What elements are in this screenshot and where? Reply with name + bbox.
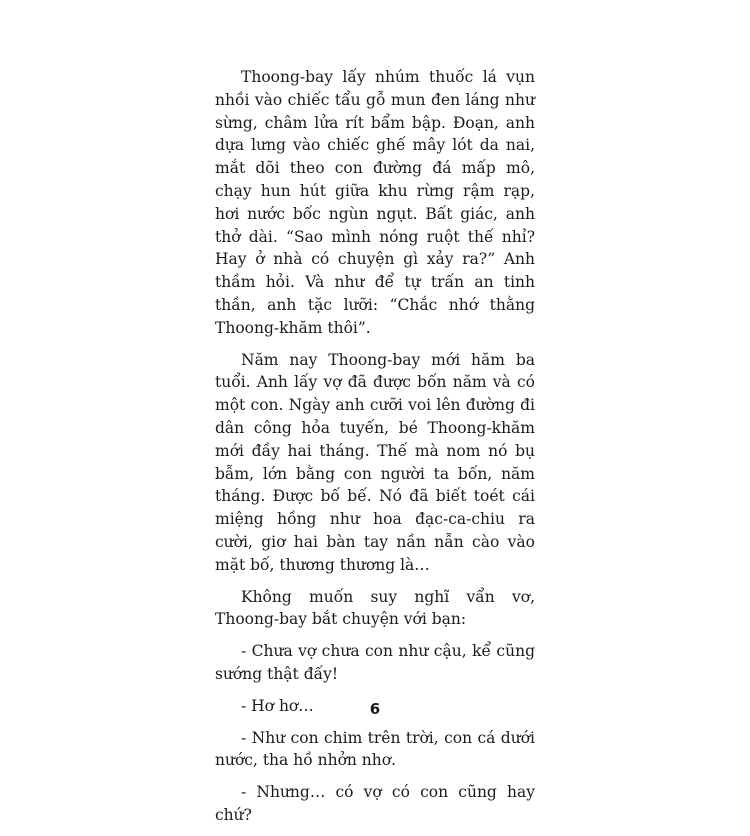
- paragraph-1: Thoong-bay lấy nhúm thuốc lá vụn nhồi vào chiếc tẩu gỗ mun đen láng như sừng, châm lửa rít bẩm bập. Đoạn, anh dựa lưng vào chiếc ghế mây lót da nai, mắt dõi theo con đường đá mấp mô, chạy hun hút giữa khu rừng rậm rạp, hơi nước bốc ngùn ngụt. Bất giác, anh thở dài. “Sao mình nóng ruột thế nhỉ? Hay ở nhà có chuyện gì xảy ra?” Anh thầm hỏi. Và như để tự trấn an tinh thần, anh tặc lưỡi: “Chắc nhớ thằng Thoong-khăm thôi”.: [215, 68, 535, 337]
- dialogue-line-3: - Như con chim trên trời, con cá dưới nước, tha hồ nhởn nhơ.: [215, 728, 535, 770]
- page-number: 6: [369, 700, 381, 718]
- dialogue-line-1: - Chưa vợ chưa con như cậu, kể cũng sướng thật đấy!: [215, 642, 535, 683]
- body-text: [215, 66, 535, 836]
- paragraph-3: Không muốn suy nghĩ vẩn vơ, Thoong-bay bắt chuyện với bạn:: [215, 587, 535, 629]
- dialogue-line-2: - Hơ hơ…: [241, 696, 314, 715]
- paragraph-2: Năm nay Thoong-bay mới hăm ba tuổi. Anh lấy vợ đã được bốn năm và có một con. Ngày anh cưỡi voi lên đường đi dân công hỏa tuyến, bé Thoong-khăm mới đầy hai tháng. Thế mà nom nó bụ bẫm, lớn bằng con người ta bốn, năm tháng. Được bố bế. Nó đã biết toét cái miệng hồng như hoa đạc-ca-chiu ra cười, giơ hai bàn tay nần nẫn cào vào mặt bố, thương thương là…: [215, 350, 535, 574]
- dialogue-line-4: - Nhưng… có vợ có con cũng hay chứ?: [215, 783, 535, 824]
